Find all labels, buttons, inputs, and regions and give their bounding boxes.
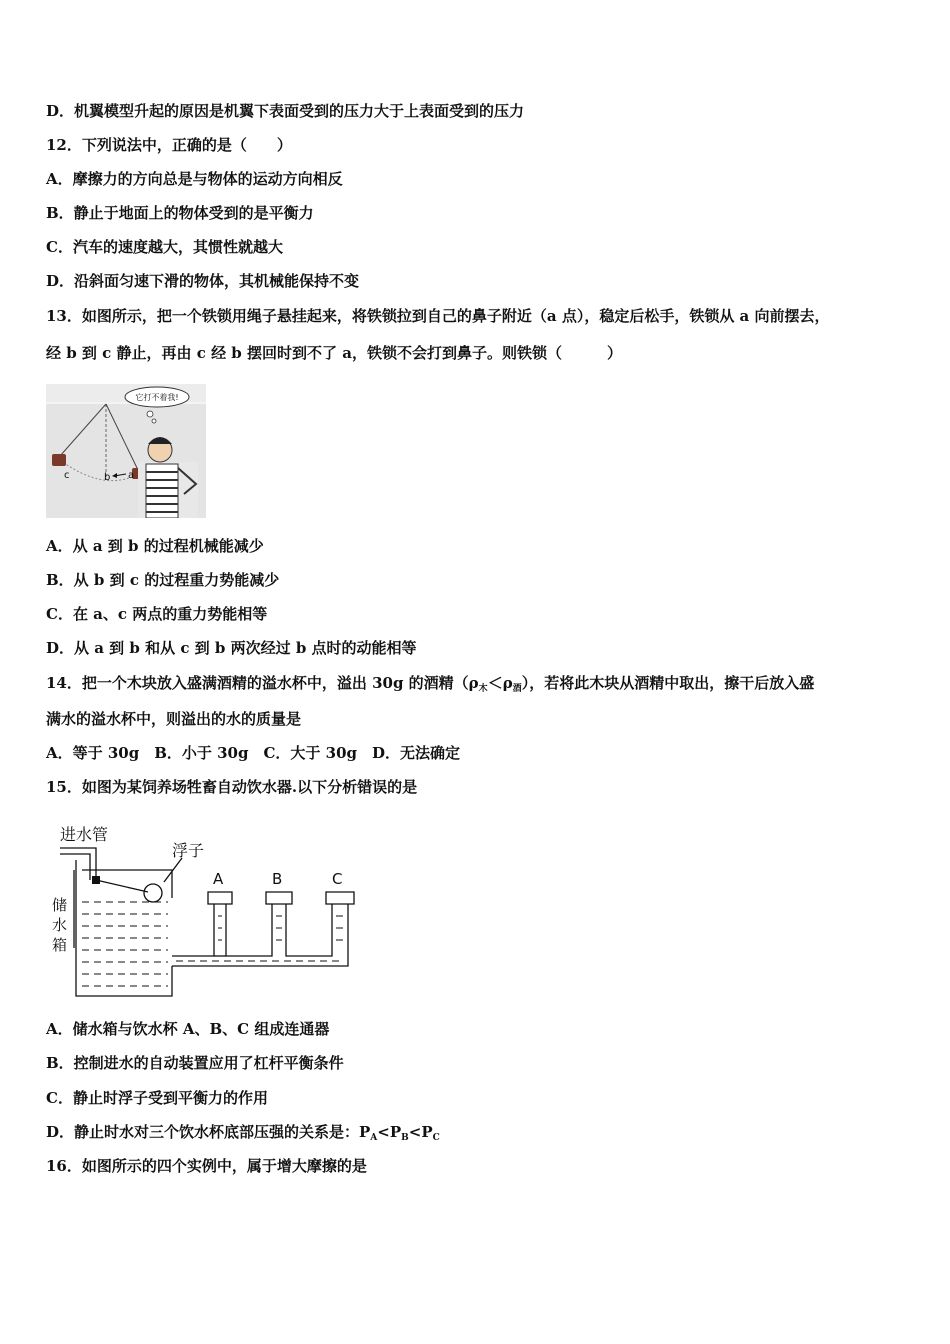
q13-option-c: C．在 a、c 两点的重力势能相等 bbox=[46, 605, 268, 623]
q13-option-a: A．从 a 到 b 的过程机械能减少 bbox=[46, 537, 264, 555]
q16-stem: 16．如图所示的四个实例中，属于增大摩擦的是 bbox=[46, 1157, 367, 1175]
q13-option-b: B．从 b 到 c 的过程重力势能减少 bbox=[46, 571, 280, 589]
q15-lt1: <P bbox=[377, 1123, 402, 1141]
tank-label-3: 箱 bbox=[52, 936, 68, 954]
q12-option-b: B．静止于地面上的物体受到的是平衡力 bbox=[46, 204, 314, 222]
lock-c-icon bbox=[52, 454, 66, 466]
label-a: a bbox=[128, 470, 135, 481]
float-label: 浮子 bbox=[172, 841, 205, 860]
cup-b-label: B bbox=[272, 870, 283, 888]
lever-arm bbox=[96, 880, 148, 892]
q15-option-b: B．控制进水的自动装置应用了杠杆平衡条件 bbox=[46, 1054, 344, 1072]
float-ball-icon bbox=[144, 884, 162, 902]
q13-stem-line2: 经 b 到 c 静止，再由 c 经 b 摆回时到不了 a，铁锁不会打到鼻子。则铁锁（ ） bbox=[46, 344, 622, 362]
q13-stem-line1: 13．如图所示，把一个铁锁用绳子悬挂起来，将铁锁拉到自己的鼻子附近（a 点），稳定后松手，铁锁从 a 向前摆去， bbox=[46, 307, 830, 325]
q15-stem: 15．如图为某饲养场牲畜自动饮水器.以下分析错误的是 bbox=[46, 778, 418, 796]
q12-option-d: D．沿斜面匀速下滑的物体，其机械能保持不变 bbox=[46, 272, 360, 290]
q14-options: A．等于 30g B．小于 30g C．大于 30g D．无法确定 bbox=[46, 744, 461, 762]
inlet-label: 进水管 bbox=[60, 825, 109, 844]
cup-a-label: A bbox=[213, 870, 224, 888]
q14-stem-line1 bbox=[46, 673, 814, 699]
speech-bubble-text: 它打不着我! bbox=[135, 393, 179, 402]
q14-stem-before: 14．把一个木块放入盛满酒精的溢水杯中，溢出 30g 的酒精（ρ bbox=[46, 674, 479, 692]
tank-label-1: 储 bbox=[52, 896, 68, 914]
pendulum-lock-figure bbox=[46, 384, 206, 518]
cup-a bbox=[208, 892, 232, 904]
tank-label-2: 水 bbox=[52, 916, 68, 934]
q15-sub-a: A bbox=[370, 1133, 378, 1143]
q14-sub-alcohol: 酒 bbox=[512, 684, 522, 694]
q15-sub-c: C bbox=[432, 1133, 440, 1143]
q11-option-d: D．机翼模型升起的原因是机翼下表面受到的压力大于上表面受到的压力 bbox=[46, 102, 525, 120]
q14-stem-after: ），若将此木块从酒精中取出，擦干后放入盛 bbox=[521, 674, 815, 692]
cup-c bbox=[326, 892, 354, 904]
q13-option-d: D．从 a 到 b 和从 c 到 b 两次经过 b 点时的动能相等 bbox=[46, 639, 417, 657]
q15-option-a: A．储水箱与饮水杯 A、B、C 组成连通器 bbox=[46, 1020, 330, 1038]
q15-option-c: C．静止时浮子受到平衡力的作用 bbox=[46, 1089, 268, 1107]
cup-b bbox=[266, 892, 292, 904]
q15-sub-b: B bbox=[401, 1133, 409, 1143]
q15-option-d bbox=[46, 1122, 440, 1148]
q12-option-c: C．汽车的速度越大，其惯性就越大 bbox=[46, 238, 283, 256]
water-dispenser-figure bbox=[46, 818, 362, 1004]
q12-stem: 12．下列说法中，正确的是（ ） bbox=[46, 136, 292, 154]
label-b: b bbox=[104, 472, 111, 483]
label-c: c bbox=[64, 470, 70, 481]
q14-stem-line2: 满水的溢水杯中，则溢出的水的质量是 bbox=[46, 710, 302, 728]
cup-c-label: C bbox=[332, 870, 343, 888]
q14-lt: ＜ρ bbox=[487, 674, 513, 692]
q15-option-d-text: D．静止时水对三个饮水杯底部压强的关系是：P bbox=[46, 1123, 371, 1141]
q15-lt2: <P bbox=[408, 1123, 433, 1141]
q14-sub-wood: 木 bbox=[478, 684, 488, 694]
q12-option-a: A．摩擦力的方向总是与物体的运动方向相反 bbox=[46, 170, 343, 188]
